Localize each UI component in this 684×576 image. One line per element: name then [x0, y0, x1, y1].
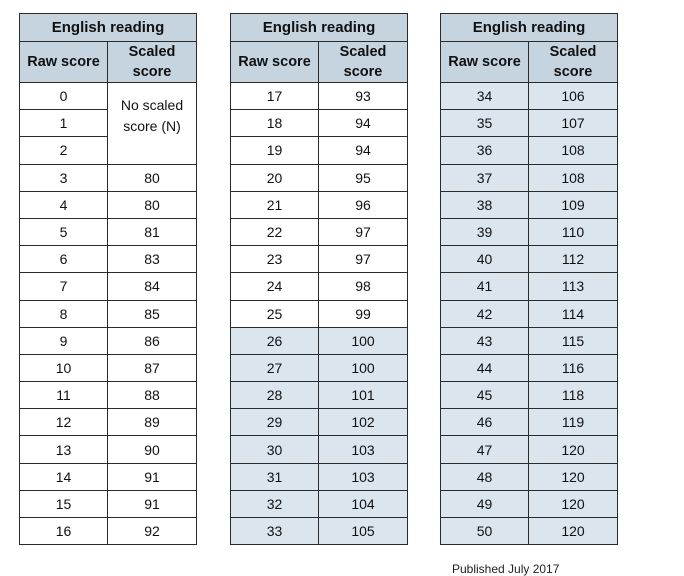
- table-row: [441, 246, 618, 273]
- table-title: English reading: [441, 14, 618, 42]
- scaled-score-cell: 103: [319, 436, 408, 463]
- table-title: English reading: [231, 14, 408, 42]
- raw-score-cell: 47: [441, 436, 529, 463]
- table-row: [20, 463, 197, 490]
- raw-score-cell: 20: [231, 164, 319, 191]
- raw-score-cell: 30: [231, 436, 319, 463]
- table-row: [20, 246, 197, 273]
- scaled-score-cell: 96: [319, 191, 408, 218]
- scaled-score-cell: 109: [529, 191, 618, 218]
- raw-score-cell: 3: [20, 164, 108, 191]
- scaled-score-cell: 80: [108, 191, 197, 218]
- table-row: [441, 382, 618, 409]
- table-row: [441, 300, 618, 327]
- scaled-score-cell: 91: [108, 463, 197, 490]
- scaled-score-cell: 103: [319, 463, 408, 490]
- table-row: [231, 382, 408, 409]
- raw-score-cell: 7: [20, 273, 108, 300]
- scaled-score-cell: 94: [319, 137, 408, 164]
- raw-score-cell: 2: [20, 137, 108, 164]
- raw-score-cell: 6: [20, 246, 108, 273]
- scaled-score-cell: 108: [529, 164, 618, 191]
- raw-score-cell: 43: [441, 327, 529, 354]
- scaled-score-cell: 113: [529, 273, 618, 300]
- table-title: English reading: [20, 14, 197, 42]
- table-row: [20, 164, 197, 191]
- scaled-score-cell: 106: [529, 83, 618, 110]
- raw-score-cell: 9: [20, 327, 108, 354]
- score-table-2: [230, 13, 408, 545]
- table-row: [441, 490, 618, 517]
- raw-score-header: Raw score: [441, 42, 529, 83]
- table-row: [441, 436, 618, 463]
- raw-score-cell: 46: [441, 409, 529, 436]
- raw-score-cell: 45: [441, 382, 529, 409]
- scaled-score-cell: 91: [108, 490, 197, 517]
- table-row: [441, 191, 618, 218]
- table-row: [20, 83, 197, 110]
- scaled-score-cell: 84: [108, 273, 197, 300]
- scaled-score-cell: 120: [529, 463, 618, 490]
- scaled-score-cell: 83: [108, 246, 197, 273]
- raw-score-cell: 24: [231, 273, 319, 300]
- table-row: [231, 490, 408, 517]
- table-row: [441, 354, 618, 381]
- raw-score-cell: 39: [441, 218, 529, 245]
- table-row: [231, 137, 408, 164]
- raw-score-cell: 4: [20, 191, 108, 218]
- table-row: [441, 83, 618, 110]
- table-row: [231, 409, 408, 436]
- scaled-score-cell: 80: [108, 164, 197, 191]
- table-row: [231, 463, 408, 490]
- scaled-score-cell: 120: [529, 436, 618, 463]
- raw-score-cell: 27: [231, 354, 319, 381]
- raw-score-cell: 33: [231, 518, 319, 545]
- score-table-1: [19, 13, 197, 545]
- scaled-score-cell: 110: [529, 218, 618, 245]
- scaled-score-cell: 100: [319, 354, 408, 381]
- raw-score-cell: 16: [20, 518, 108, 545]
- raw-score-cell: 37: [441, 164, 529, 191]
- scaled-score-cell: 90: [108, 436, 197, 463]
- scaled-score-cell: 116: [529, 354, 618, 381]
- no-scaled-score-cell: No scaled score (N): [108, 83, 197, 165]
- raw-score-cell: 0: [20, 83, 108, 110]
- table-row: [231, 436, 408, 463]
- table-row: [441, 110, 618, 137]
- raw-score-cell: 31: [231, 463, 319, 490]
- raw-score-cell: 50: [441, 518, 529, 545]
- table-row: [20, 409, 197, 436]
- table-row: [441, 137, 618, 164]
- table-row: [441, 518, 618, 545]
- table-row: [20, 218, 197, 245]
- raw-score-cell: 35: [441, 110, 529, 137]
- table-row: [231, 518, 408, 545]
- table-row: [231, 164, 408, 191]
- raw-score-cell: 41: [441, 273, 529, 300]
- raw-score-cell: 12: [20, 409, 108, 436]
- raw-score-cell: 10: [20, 354, 108, 381]
- table-row: [231, 110, 408, 137]
- table-row: [231, 246, 408, 273]
- scaled-score-cell: 120: [529, 490, 618, 517]
- scaled-score-cell: 119: [529, 409, 618, 436]
- scaled-score-cell: 104: [319, 490, 408, 517]
- scaled-score-cell: 114: [529, 300, 618, 327]
- table-row: [231, 273, 408, 300]
- raw-score-cell: 26: [231, 327, 319, 354]
- raw-score-header: Raw score: [231, 42, 319, 83]
- table-row: [231, 83, 408, 110]
- raw-score-cell: 28: [231, 382, 319, 409]
- table-row: [20, 490, 197, 517]
- raw-score-cell: 34: [441, 83, 529, 110]
- scaled-score-cell: 108: [529, 137, 618, 164]
- table-row: [441, 164, 618, 191]
- table-row: [20, 518, 197, 545]
- scaled-score-cell: 102: [319, 409, 408, 436]
- scaled-score-cell: 115: [529, 327, 618, 354]
- scaled-score-cell: 105: [319, 518, 408, 545]
- scaled-score-cell: 93: [319, 83, 408, 110]
- scaled-score-cell: 107: [529, 110, 618, 137]
- table-row: [20, 273, 197, 300]
- scaled-score-cell: 86: [108, 327, 197, 354]
- raw-score-cell: 19: [231, 137, 319, 164]
- table-row: [231, 191, 408, 218]
- scaled-score-cell: 81: [108, 218, 197, 245]
- scaled-score-cell: 92: [108, 518, 197, 545]
- raw-score-cell: 5: [20, 218, 108, 245]
- scaled-score-cell: 112: [529, 246, 618, 273]
- table-row: [441, 463, 618, 490]
- score-table-3: [440, 13, 618, 545]
- raw-score-cell: 11: [20, 382, 108, 409]
- table-row: [20, 191, 197, 218]
- scaled-score-cell: 89: [108, 409, 197, 436]
- raw-score-cell: 21: [231, 191, 319, 218]
- scaled-score-cell: 100: [319, 327, 408, 354]
- scaled-score-cell: 87: [108, 354, 197, 381]
- table-row: [20, 436, 197, 463]
- scaled-score-header: Scaled score: [108, 42, 197, 83]
- scaled-score-cell: 88: [108, 382, 197, 409]
- raw-score-cell: 8: [20, 300, 108, 327]
- raw-score-cell: 36: [441, 137, 529, 164]
- table-row: [231, 300, 408, 327]
- table-row: [441, 273, 618, 300]
- raw-score-cell: 38: [441, 191, 529, 218]
- scaled-score-cell: 94: [319, 110, 408, 137]
- raw-score-cell: 42: [441, 300, 529, 327]
- raw-score-cell: 1: [20, 110, 108, 137]
- table-row: [20, 382, 197, 409]
- scaled-score-cell: 97: [319, 218, 408, 245]
- table-row: [20, 300, 197, 327]
- raw-score-cell: 18: [231, 110, 319, 137]
- raw-score-cell: 29: [231, 409, 319, 436]
- raw-score-cell: 13: [20, 436, 108, 463]
- scaled-score-cell: 101: [319, 382, 408, 409]
- scaled-score-cell: 99: [319, 300, 408, 327]
- scaled-score-cell: 95: [319, 164, 408, 191]
- table-row: [20, 327, 197, 354]
- table-row: [231, 327, 408, 354]
- table-row: [231, 218, 408, 245]
- raw-score-cell: 15: [20, 490, 108, 517]
- raw-score-cell: 14: [20, 463, 108, 490]
- scaled-score-cell: 120: [529, 518, 618, 545]
- raw-score-cell: 40: [441, 246, 529, 273]
- raw-score-cell: 22: [231, 218, 319, 245]
- table-row: [231, 354, 408, 381]
- scaled-score-cell: 118: [529, 382, 618, 409]
- table-row: [441, 409, 618, 436]
- raw-score-cell: 48: [441, 463, 529, 490]
- scaled-score-cell: 97: [319, 246, 408, 273]
- scaled-score-cell: 85: [108, 300, 197, 327]
- raw-score-cell: 44: [441, 354, 529, 381]
- table-row: [20, 354, 197, 381]
- scaled-score-header: Scaled score: [529, 42, 618, 83]
- raw-score-cell: 32: [231, 490, 319, 517]
- publication-date-footer: Published July 2017: [452, 562, 560, 576]
- raw-score-cell: 17: [231, 83, 319, 110]
- raw-score-header: Raw score: [20, 42, 108, 83]
- scaled-score-header: Scaled score: [319, 42, 408, 83]
- raw-score-cell: 23: [231, 246, 319, 273]
- raw-score-cell: 25: [231, 300, 319, 327]
- table-row: [441, 327, 618, 354]
- raw-score-cell: 49: [441, 490, 529, 517]
- table-row: [441, 218, 618, 245]
- scaled-score-cell: 98: [319, 273, 408, 300]
